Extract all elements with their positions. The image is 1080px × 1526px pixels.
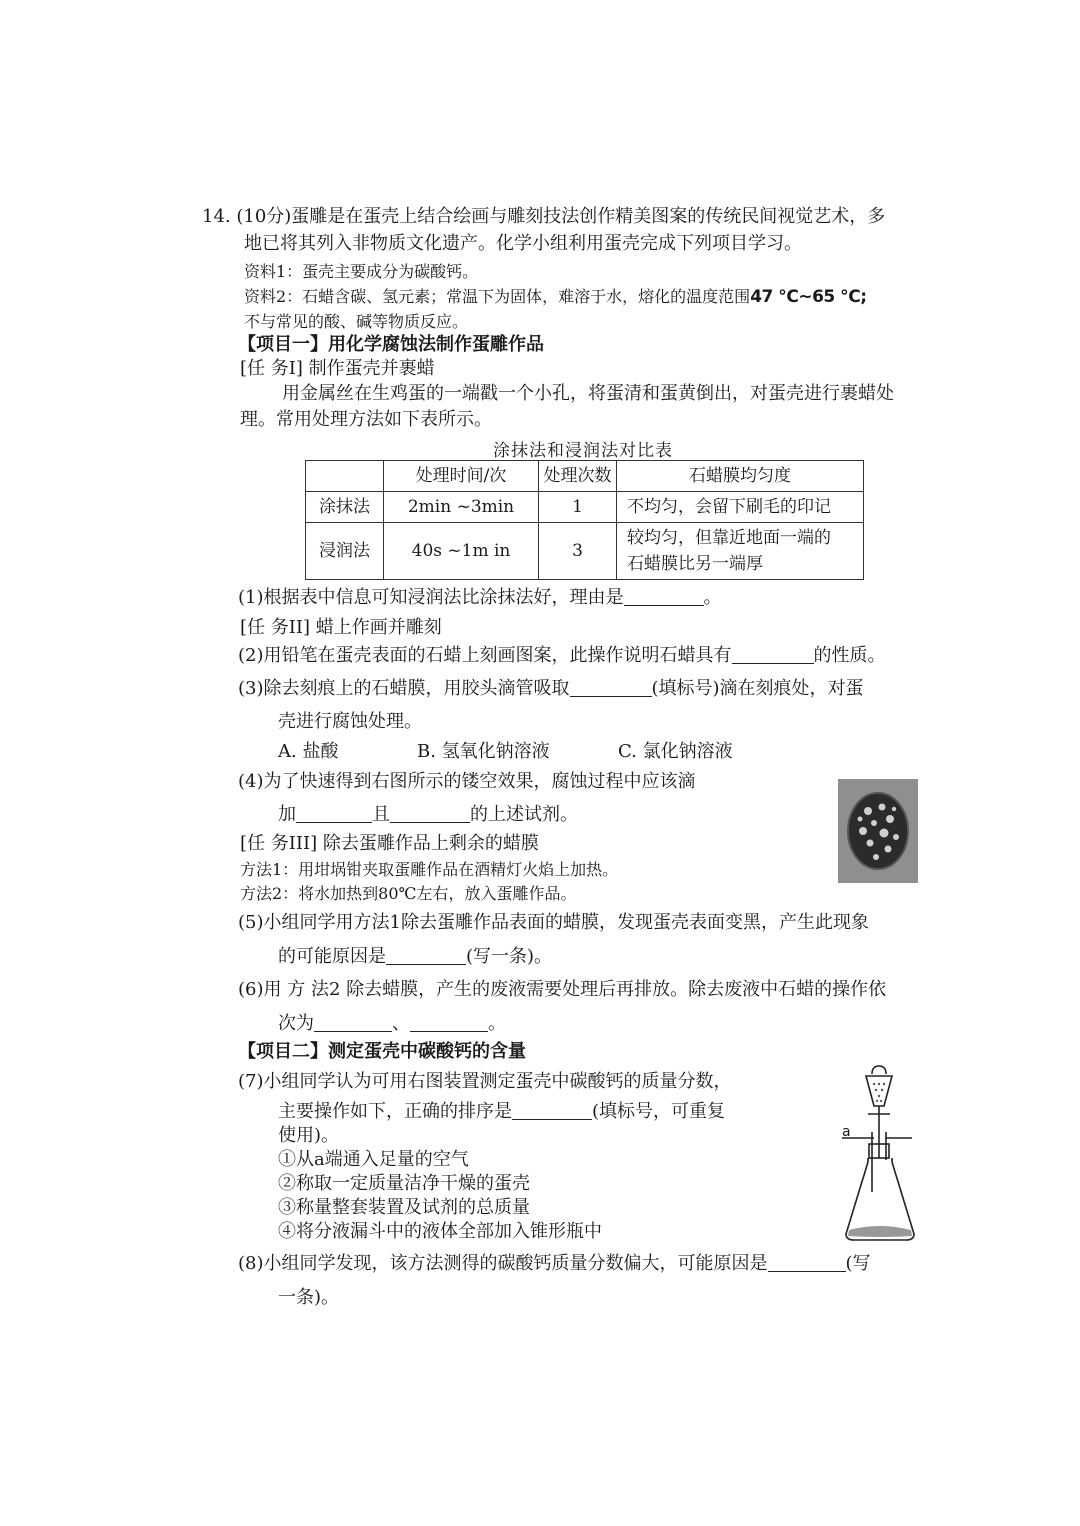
q1 [238,586,722,610]
material-2-continued: 不与常见的酸、碱等物质反应。 [244,312,469,331]
q7-answer-blank[interactable] [512,1101,592,1120]
q7-step-2: ②称取一定质量洁净干燥的蛋壳 [278,1173,530,1194]
q3 [238,677,864,701]
table-header-row [306,461,864,492]
q7-step-1: ①从a端通入足量的空气 [278,1149,469,1170]
carved-egg-image [838,779,918,883]
q1-answer-blank[interactable] [624,587,704,606]
q7-text-a: 主要操作如下，正确的排序是 [278,1101,512,1122]
q4-text-b: 且 [372,804,390,825]
table-cell-method: 浸润法 [306,523,384,580]
q7-text-b: (填标号，可重复 [592,1101,726,1122]
table-cell-time: 40s ~1m in [384,523,539,580]
q1-text: (1)根据表中信息可知浸润法比涂抹法好，理由是 [238,587,624,608]
q8-text-b: (写 [845,1253,871,1274]
q5-answer-blank[interactable] [386,946,466,965]
q4-answer-blank-2[interactable] [390,804,470,823]
q8-text-a: (8)小组同学发现，该方法测得的碳酸钙质量分数偏大，可能原因是 [238,1253,768,1274]
material-1: 资料1：蛋壳主要成分为碳酸钙。 [244,262,479,281]
q6-end: 。 [488,1013,506,1034]
table-cell-time: 2min ~3min [384,492,539,523]
q7-line1: (7)小组同学认为可用右图装置测定蛋壳中碳酸钙的质量分数， [238,1071,732,1092]
q7-step-4: ④将分液漏斗中的液体全部加入锥形瓶中 [278,1221,602,1242]
q6-line1: (6)用 方 法2 除去蜡膜，产生的废液需要处理后再排放。除去废液中石蜡的操作依 [238,979,887,1000]
table-header-cell: 石蜡膜均匀度 [617,461,864,492]
table-cell-count: 3 [539,523,617,580]
q6-answer-blank-2[interactable] [410,1013,488,1032]
q3-mid: (填标号)滴在刻痕处，对蛋 [651,678,864,699]
task2-title: [任 务II] 蜡上作画并雕刻 [240,617,442,638]
task3-title: [任 务III] 除去蛋雕作品上剩余的蜡膜 [240,833,539,854]
apparatus-label-a: a [842,1124,851,1140]
q4-text-a: 加 [278,804,296,825]
q2-text: (2)用铅笔在蛋壳表面的石蜡上刻画图案，此操作说明石蜡具有 [238,645,732,666]
question-intro-line1: 14. (10分)蛋雕是在蛋壳上结合绘画与雕刻技法创作精美图案的传统民间视觉艺术，多 [202,206,886,227]
q2-end: 的性质。 [813,645,886,666]
q3-option-b: B. 氢氧化钠溶液 [417,741,550,762]
table-cell-uniformity [617,523,864,580]
project2-title: 【项目二】测定蛋壳中碳酸钙的含量 [238,1041,526,1062]
melting-range: 47 ℃~65 ℃; [750,287,867,307]
q5-line2 [278,945,552,969]
q4-line1: (4)为了快速得到右图所示的镂空效果，腐蚀过程中应该滴 [238,771,696,792]
q5-line1: (5)小组同学用方法1除去蛋雕作品表面的蜡膜，发现蛋壳表面变黑，产生此现象 [238,912,869,933]
q3-line2: 壳进行腐蚀处理。 [278,711,422,732]
task3-method1: 方法1：用坩埚钳夹取蛋雕作品在酒精灯火焰上加热。 [240,860,619,879]
q6-separator: 、 [392,1013,410,1034]
q4-answer-blank-1[interactable] [296,804,372,823]
task1-text-line2: 理。常用处理方法如下表所示。 [240,409,492,430]
project1-title: 【项目一】用化学腐蚀法制作蛋雕作品 [238,334,544,355]
uniformity-line1: 较均匀，但靠近地面一端的 [627,528,831,548]
q2-answer-blank[interactable] [732,645,814,664]
q2 [238,644,886,668]
q5-text-b: (写一条)。 [466,946,553,967]
table-cell-method: 涂抹法 [306,492,384,523]
table-header-cell [306,461,384,492]
q7-line3: 使用)。 [278,1125,340,1146]
q4-line2 [278,803,578,827]
q5-text-a: 的可能原因是 [278,946,386,967]
uniformity-line2: 石蜡膜比另一端厚 [627,554,763,574]
q7-line2 [278,1100,725,1124]
q7-step-3: ③称量整套装置及试剂的总质量 [278,1197,530,1218]
material-2-text: 资料2：石蜡含碳、氢元素；常温下为固体，难溶于水，熔化的温度范围 [244,287,751,306]
q6-answer-blank-1[interactable] [314,1013,392,1032]
task3-method2: 方法2：将水加热到80℃左右，放入蛋雕作品。 [240,884,577,903]
table-caption: 涂抹法和浸润法对比表 [493,441,673,461]
question-intro-line2: 地已将其列入非物质文化遗产。化学小组利用蛋壳完成下列项目学习。 [244,233,802,254]
table-cell-count: 1 [539,492,617,523]
q6-line2 [278,1012,506,1036]
q8-line2: 一条)。 [278,1287,340,1308]
table-row [306,492,864,523]
material-2 [244,285,867,309]
q6-text-a: 次为 [278,1013,314,1034]
q3-answer-blank[interactable] [570,678,652,697]
task1-text-line1: 用金属丝在生鸡蛋的一端戳一个小孔，将蛋清和蛋黄倒出，对蛋壳进行裹蜡处 [282,383,894,404]
table-header-cell: 处理时间/次 [384,461,539,492]
q3-text: (3)除去刻痕上的石蜡膜，用胶头滴管吸取 [238,678,570,699]
comparison-table [305,460,864,580]
table-row [306,523,864,580]
q8-answer-blank[interactable] [768,1253,846,1272]
table-cell-uniformity: 不均匀，会留下刷毛的印记 [617,492,864,523]
q3-option-a: A. 盐酸 [278,741,339,762]
q4-text-c: 的上述试剂。 [470,804,578,825]
flask-apparatus-diagram [836,1062,934,1246]
q3-option-c: C. 氯化钠溶液 [618,741,733,762]
task1-title: [任 务I] 制作蛋壳并裹蜡 [240,358,435,379]
q1-end: 。 [703,587,722,608]
table-header-cell: 处理次数 [539,461,617,492]
q8-line1 [238,1252,871,1276]
